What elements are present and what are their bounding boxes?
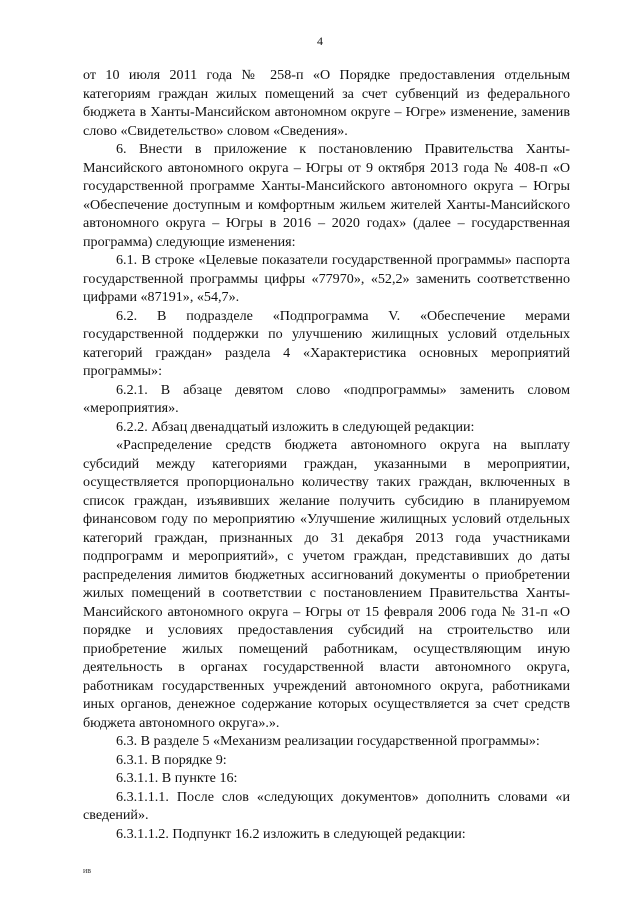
paragraph-continuation: от 10 июля 2011 года № 258-п «О Порядке предоставления отдельным категориям граждан жилых помещений за счет субвенций из федерального бюджета в Ханты-Мансийском автономном округе – Югре» изменение, заменив слово «Свидетельство» словом «Сведения». — [83, 67, 570, 139]
paragraph-item-6-2: 6.2. В подразделе «Подпрограмма V. «Обеспечение мерами государственной поддержки по улучшению жилищных условий отдельных категорий граждан» раздела 4 «Характеристика основных мероприятий программы»: — [83, 307, 570, 379]
paragraph-item-6-2-2: 6.2.2. Абзац двенадцатый изложить в следующей редакции: — [116, 418, 475, 435]
paragraph-item-6-2-1: 6.2.1. В абзаце девятом слово «подпрограммы» заменить словом «мероприятия». — [83, 381, 570, 416]
paragraph-item-6-1: 6.1. В строке «Целевые показатели государственной программы» паспорта государственной программы цифры «77970», «52,2» заменить соответственно цифрами «87191», «54,7». — [83, 252, 570, 305]
paragraph-item-6-3: 6.3. В разделе 5 «Механизм реализации государственной программы»: — [116, 733, 540, 749]
paragraph-item-6-3-1-1: 6.3.1.1. В пункте 16: — [116, 770, 238, 786]
paragraph-quoted-text: «Распределение средств бюджета автономного округа на выплату субсидий между категориями граждан, указанными в мероприятии, осуществляется пропорционально количеству таких граждан, включенных в список граждан, изъявивших желание получить субсидию в планируемом финансовом году по мероприятию «Улучшение жилищных условий отдельных категорий граждан, признанных до 31 декабря 2013 года участниками подпрограмм и мероприятий», с учетом граждан, представивших до даты распределения лимитов бюджетных ассигнований документы о приобретении жилых помещений в соответствии с постановлением Правительства Ханты-Мансийского автономного округа – Югры от 15 февраля 2006 года № 31-п «О порядке и условиях предоставления субсидий на строительство или приобретение жилых помещений работникам, осуществляющим иную деятельность в органах государственной власти автономного округа, работникам государственных учреждений автономного округа, работниками иных органов, денежное содержание которых осуществляется за счет средств бюджета автономного округа».». — [83, 437, 570, 731]
footer-mark: ив — [83, 866, 92, 875]
paragraph-item-6-3-1: 6.3.1. В порядке 9: — [116, 751, 227, 768]
paragraph-item-6-3-1-1-1: 6.3.1.1.1. После слов «следующих документов» дополнить словами «и сведений». — [83, 788, 570, 823]
paragraph-item-6: 6. Внести в приложение к постановлению Правительства Ханты-Мансийского автономного округа – Югры от 9 октября 2013 года № 408-п «О государственной программе Ханты-Мансийского автономного округа – Югры «Обеспечение доступным и комфортным жильем жителей Ханты-Мансийского автономного округа – Югры в 2016 – 2020 годах» (далее – государственная программа) следующие изменения: — [83, 141, 570, 250]
paragraph-item-6-3-1-1-2: 6.3.1.1.2. Подпункт 16.2 изложить в следующей редакции: — [116, 825, 466, 842]
page-number: 4 — [317, 34, 323, 48]
document-body — [83, 66, 570, 843]
